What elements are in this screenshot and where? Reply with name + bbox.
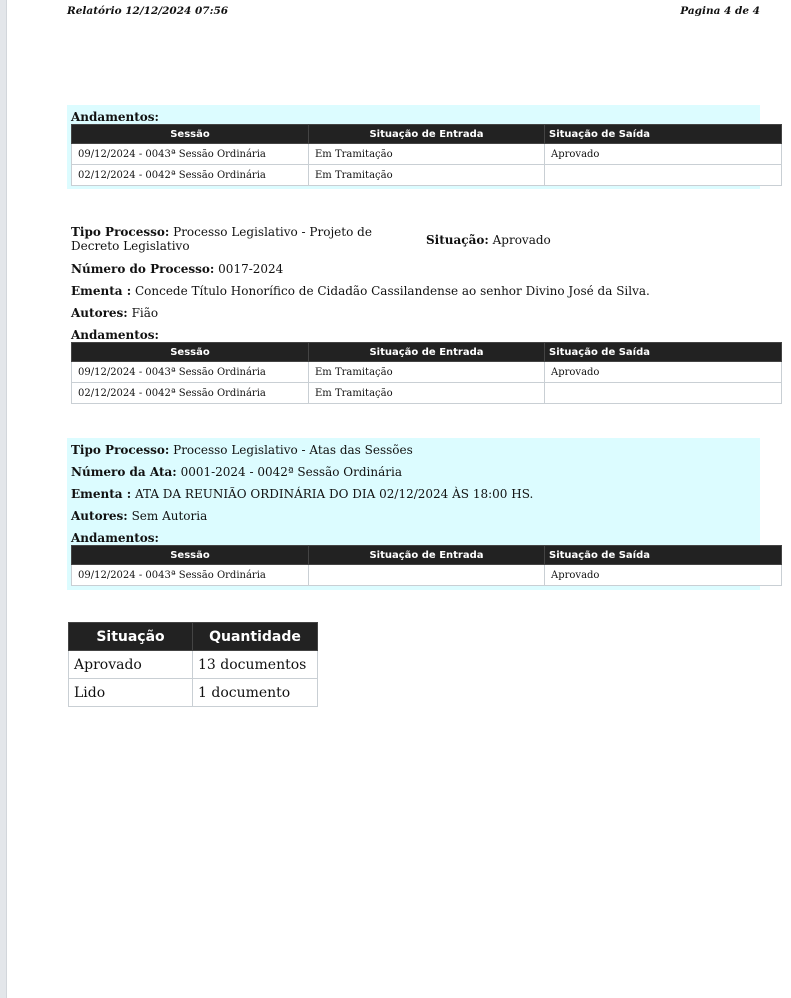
col-sessao: Sessão [72,125,309,144]
table-row [69,651,318,679]
ementa-value: ATA DA REUNIÃO ORDINÁRIA DO DIA 02/12/2024 ÀS 18:00 HS. [134,487,534,501]
col-entrada: Situação de Entrada [309,546,545,565]
col-entrada: Situação de Entrada [309,125,545,144]
autores-field [71,509,756,523]
table-row [69,679,318,707]
col-quantidade: Quantidade [193,623,318,651]
table-row [72,565,782,586]
cell-saida: Aprovado [545,362,782,383]
summary-table [68,622,318,707]
autores-value: Fião [131,306,159,320]
col-sessao: Sessão [72,343,309,362]
situacao-field [426,233,551,247]
cell-situacao: Lido [69,679,193,707]
andamentos-label: Andamentos: [71,110,159,124]
table-row [72,144,782,165]
autores-label: Autores: [71,509,128,523]
cell-quantidade: 13 documentos [193,651,318,679]
cell-sessao: 02/12/2024 - 0042ª Sessão Ordinária [72,165,309,186]
ementa-value: Concede Título Honorífico de Cidadão Cassilandense ao senhor Divino José da Silva. [134,284,650,298]
cell-situacao: Aprovado [69,651,193,679]
col-saida: Situação de Saída [545,343,782,362]
table-row [72,383,782,404]
cell-sessao: 09/12/2024 - 0043ª Sessão Ordinária [72,144,309,165]
tipo-processo-field [71,443,756,457]
numero-processo-label: Número do Processo: [71,262,215,276]
cell-saida: Aprovado [545,565,782,586]
report-header-date: Relatório 12/12/2024 07:56 [67,5,229,17]
cell-entrada: Em Tramitação [309,383,545,404]
cell-sessao: 02/12/2024 - 0042ª Sessão Ordinária [72,383,309,404]
numero-ata-field [71,465,756,479]
ementa-field [71,487,756,501]
cell-saida [545,165,782,186]
cell-entrada: Em Tramitação [309,165,545,186]
tipo-processo-value: Processo Legislativo - Atas das Sessões [173,443,413,457]
ementa-label: Ementa : [71,284,132,298]
situacao-label: Situação: [426,233,489,247]
andamentos-table [71,342,782,404]
col-situacao: Situação [69,623,193,651]
tipo-processo-value: Processo Legislativo - Projeto de Decreto Legislativo [71,225,372,253]
col-entrada: Situação de Entrada [309,343,545,362]
ementa-field [71,284,756,298]
viewer-left-edge [0,0,7,998]
andamentos-label: Andamentos: [71,328,159,342]
andamentos-label: Andamentos: [71,531,159,545]
cell-saida [545,383,782,404]
table-row [72,165,782,186]
col-sessao: Sessão [72,546,309,565]
autores-value: Sem Autoria [131,509,208,523]
cell-entrada [309,565,545,586]
process-block-1 [67,105,760,189]
cell-entrada: Em Tramitação [309,144,545,165]
cell-sessao: 09/12/2024 - 0043ª Sessão Ordinária [72,362,309,383]
numero-ata-value: 0001-2024 - 0042ª Sessão Ordinária [180,465,402,479]
cell-saida: Aprovado [545,144,782,165]
process-block-3 [67,438,760,590]
table-row [72,362,782,383]
autores-field [71,306,756,320]
numero-processo-field [71,262,756,276]
process-block-2 [67,221,760,408]
col-saida: Situação de Saída [545,546,782,565]
andamentos-table [71,124,782,186]
tipo-processo-label: Tipo Processo: [71,225,170,239]
tipo-processo-field [71,225,411,253]
numero-ata-label: Número da Ata: [71,465,177,479]
numero-processo-value: 0017-2024 [218,262,284,276]
ementa-label: Ementa : [71,487,132,501]
andamentos-table [71,545,782,586]
tipo-processo-label: Tipo Processo: [71,443,170,457]
cell-quantidade: 1 documento [193,679,318,707]
page-number: Pagina 4 de 4 [680,5,760,17]
situacao-value: Aprovado [492,233,551,247]
cell-sessao: 09/12/2024 - 0043ª Sessão Ordinária [72,565,309,586]
autores-label: Autores: [71,306,128,320]
col-saida: Situação de Saída [545,125,782,144]
cell-entrada: Em Tramitação [309,362,545,383]
